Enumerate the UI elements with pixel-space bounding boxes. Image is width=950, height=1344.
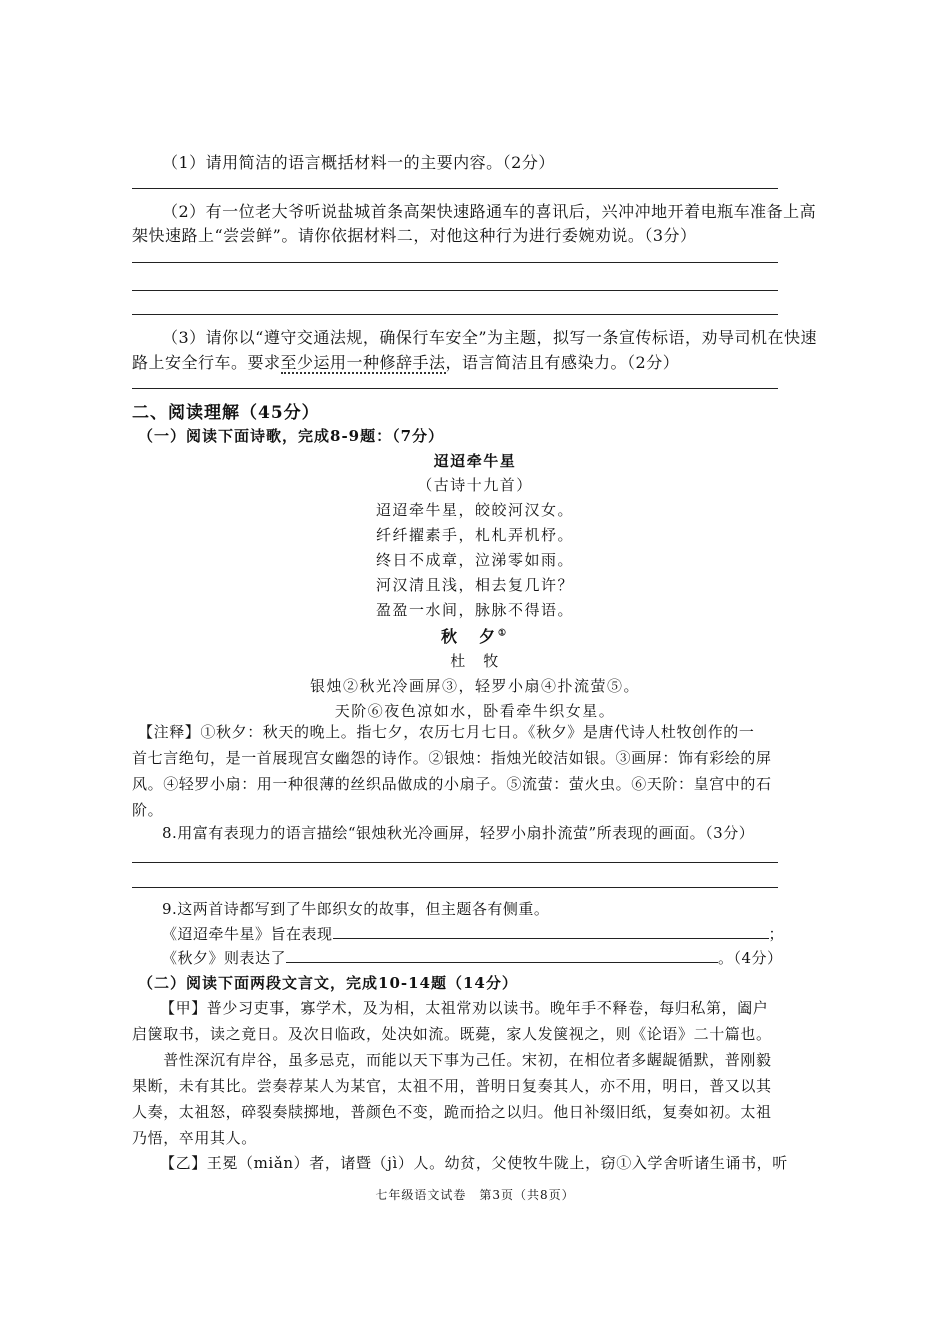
- poem-1-source: （古诗十九首）: [417, 476, 533, 494]
- question-3-line1: （3）请你以“遵守交通法规，确保行车安全”为主题，拟写一条宣传标语，劝导司机在快速: [162, 328, 818, 347]
- passage-line: 人奏，太祖怒，碎裂奏牍掷地，普颜色不变，跪而拾之以归。他日补缀旧纸，复奏如初。太祖: [132, 1103, 772, 1121]
- poem-1-title: 迢迢牵牛星: [433, 452, 517, 470]
- poem-2-title: [0, 624, 950, 647]
- passage-line: 乃悟，卒用其人。: [132, 1129, 257, 1147]
- fill-blank-2[interactable]: [286, 948, 718, 963]
- blank-suffix: 。（4分）: [718, 949, 783, 967]
- question-8: 8.用富有表现力的语言描绘“银烛秋光冷画屏，轻罗小扇扑流萤”所表现的画面。（3分）: [162, 824, 755, 842]
- passage-line: 果断，未有其比。尝奏荐某人为某官，太祖不用，普明日复奏其人，亦不用，明日，普又以其: [132, 1077, 772, 1095]
- page-footer: 七年级语文试卷 第3页（共8页）: [375, 1188, 575, 1202]
- question-3-line2: [132, 350, 679, 373]
- poem-line: 天阶⑥夜色凉如水，卧看牵牛织女星。: [334, 702, 616, 720]
- section-title: 二、阅读理解（45分）: [132, 403, 320, 423]
- part-2-title: （二）阅读下面两段文言文，完成10-14题（14分）: [138, 974, 518, 992]
- notes-line: 首七言绝句，是一首展现宫女幽怨的诗作。②银烛：指烛光皎洁如银。③画屏：饰有彩绘的屏: [132, 749, 772, 767]
- poem-line: 银烛②秋光冷画屏③，轻罗小扇④扑流萤⑤。: [309, 677, 640, 695]
- passage-line: 【乙】王冕（miǎn）者，诸暨（jì）人。幼贫，父使牧牛陇上，窃①入学舍听诸生诵书，听: [160, 1154, 788, 1172]
- blank-label: 《秋夕》则表达了: [162, 949, 287, 967]
- fill-blank-1[interactable]: [333, 924, 769, 939]
- notes-line: 风。④轻罗小扇：用一种很薄的丝织品做成的小扇子。⑤流萤：萤火虫。⑥天阶：皇宫中的石: [132, 775, 772, 793]
- passage-line: 【甲】普少习吏事，寡学术，及为相，太祖常劝以读书。晚年手不释卷，每归私第，阖户: [160, 999, 769, 1017]
- poem-2-title-text: 秋 夕: [440, 627, 498, 646]
- answer-line: [132, 887, 778, 888]
- answer-line: [132, 290, 778, 291]
- blank-label: 《迢迢牵牛星》旨在表现: [162, 925, 333, 943]
- question-9-blank-1: [162, 923, 784, 944]
- poem-line: 河汉清且浅，相去复几许？: [375, 576, 574, 594]
- answer-line: [132, 314, 778, 315]
- answer-line: [132, 862, 778, 863]
- note-mark: ①: [497, 628, 510, 639]
- part-1-title: （一）阅读下面诗歌，完成8-9题：（7分）: [138, 427, 445, 445]
- notes-line: 【注释】①秋夕：秋天的晚上。指七夕，农历七月七日。《秋夕》是唐代诗人杜牧创作的一: [138, 723, 755, 741]
- question-9: 9.这两首诗都写到了牛郎织女的故事，但主题各有侧重。: [162, 900, 550, 918]
- question-3-text-end: ，语言简洁且有感染力。（2分）: [445, 353, 680, 372]
- question-9-blank-2: [162, 947, 783, 968]
- question-2-line1: （2）有一位老大爷听说盐城首条高架快速路通车的喜讯后，兴冲冲地开着电瓶车准备上高: [162, 202, 817, 221]
- answer-line: [132, 188, 778, 189]
- notes-line: 阶。: [132, 801, 164, 819]
- poem-line: 盈盈一水间，脉脉不得语。: [375, 601, 574, 619]
- poem-line: 终日不成章，泣涕零如雨。: [375, 551, 574, 569]
- passage-line: 普性深沉有岸谷，虽多忌克，而能以天下事为己任。宋初，在相位者多龌龊循默，普刚毅: [132, 1051, 772, 1069]
- blank-suffix: ；: [768, 925, 785, 943]
- question-2-line2: 架快速路上“尝尝鲜”。请你依据材料二，对他这种行为进行委婉劝说。（3分）: [132, 226, 697, 245]
- answer-line: [132, 262, 778, 263]
- question-3-text: 路上安全行车。要求: [132, 353, 281, 372]
- poem-line: 纤纤擢素手，札札弄机杼。: [375, 526, 574, 544]
- emphasis-text: 至少运用一种修辞手法: [280, 353, 446, 372]
- poem-line: 迢迢牵牛星，皎皎河汉女。: [375, 501, 574, 519]
- poem-2-author: 杜 牧: [450, 652, 500, 670]
- question-1: （1）请用简洁的语言概括材料一的主要内容。（2分）: [162, 153, 555, 172]
- answer-line: [132, 388, 778, 389]
- passage-line: 启箧取书，读之竟日。及次日临政，处决如流。既薨，家人发箧视之，则《论语》二十篇也。: [132, 1025, 772, 1043]
